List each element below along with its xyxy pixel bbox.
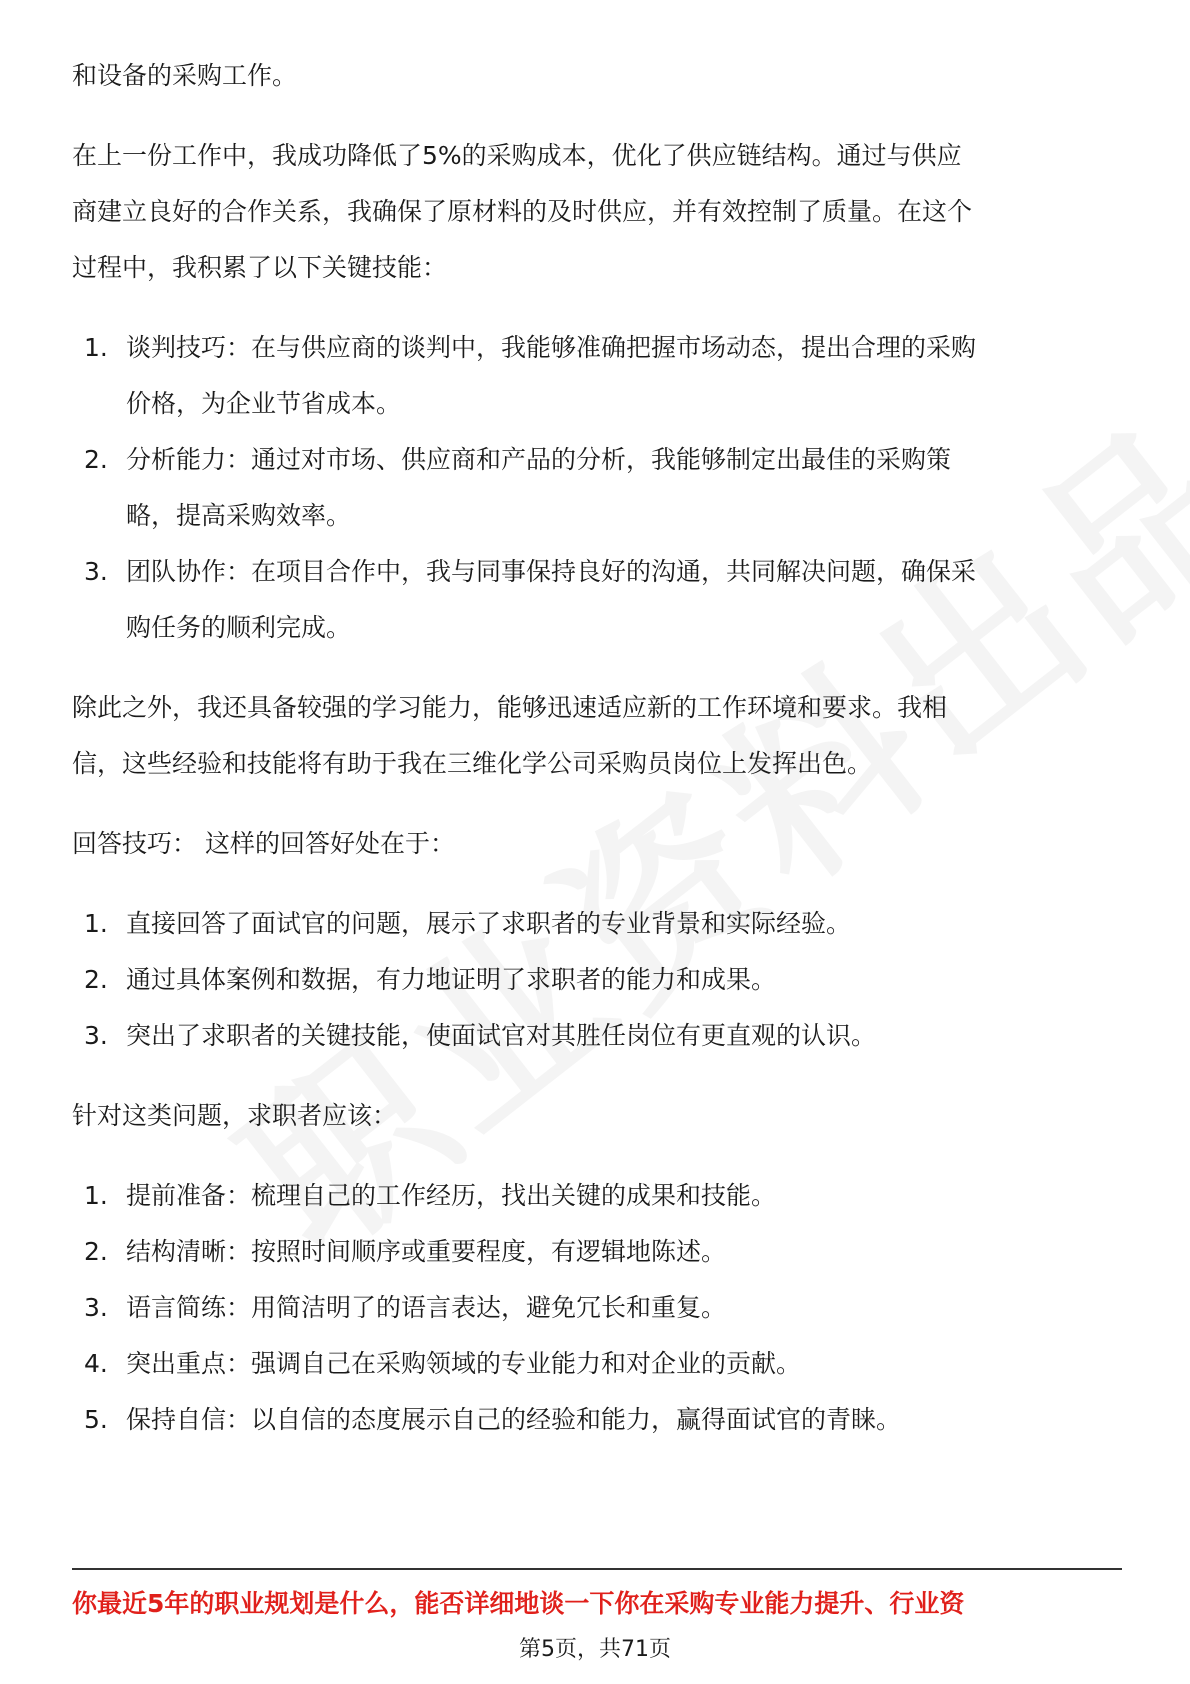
list-item-text: 突出重点：强调自己在采购领域的专业能力和对企业的贡献。: [126, 1349, 802, 1378]
list-item-text: 直接回答了面试官的问题，展示了求职者的专业背景和实际经验。: [126, 909, 852, 938]
paragraph-continuation: 和设备的采购工作。: [72, 61, 298, 90]
list-number: 2.: [84, 965, 108, 994]
list-item: [72, 896, 1122, 952]
list-item-text: 分析能力：通过对市场、供应商和产品的分析，我能够制定出最佳的采购策: [126, 445, 952, 474]
list-number: 4.: [84, 1349, 108, 1378]
paragraph-summary-line-2: 信，这些经验和技能将有助于我在三维化学公司采购员岗位上发挥出色。: [72, 749, 873, 778]
list-item: [72, 1008, 1122, 1064]
page-number: 第5页，共71页: [519, 1637, 671, 1662]
advice-heading: 针对这类问题，求职者应该：: [72, 1101, 398, 1130]
next-question-heading: 你最近5年的职业规划是什么，能否详细地谈一下你在采购专业能力提升、行业资: [72, 1589, 965, 1618]
list-item-text: 略，提高采购效率。: [126, 501, 352, 530]
list-item-text: 团队协作：在项目合作中，我与同事保持良好的沟通，共同解决问题，确保采: [126, 557, 977, 586]
list-item: [72, 1280, 1122, 1336]
list-number: 1.: [84, 333, 108, 362]
list-item: [72, 544, 1122, 656]
list-number: 5.: [84, 1405, 108, 1434]
list-item: [72, 320, 1122, 432]
list-number: 3.: [84, 557, 108, 586]
list-item: [72, 432, 1122, 544]
footer-divider: [72, 1568, 1122, 1570]
list-number: 1.: [84, 1181, 108, 1210]
tips-heading: 回答技巧： 这样的回答好处在于：: [72, 829, 455, 858]
list-item-text: 结构清晰：按照时间顺序或重要程度，有逻辑地陈述。: [126, 1237, 727, 1266]
tips-list: [72, 896, 1122, 1064]
list-item-text: 购任务的顺利完成。: [126, 613, 352, 642]
list-number: 1.: [84, 909, 108, 938]
skills-list: [72, 320, 1122, 656]
list-item-text: 语言简练：用简洁明了的语言表达，避免冗长和重复。: [126, 1293, 727, 1322]
list-item: [72, 1392, 1122, 1448]
list-number: 2.: [84, 1237, 108, 1266]
list-item-text: 提前准备：梳理自己的工作经历，找出关键的成果和技能。: [126, 1181, 777, 1210]
list-number: 2.: [84, 445, 108, 474]
list-item: [72, 952, 1122, 1008]
list-item: [72, 1168, 1122, 1224]
list-item-text: 保持自信：以自信的态度展示自己的经验和能力，赢得面试官的青睐。: [126, 1405, 902, 1434]
list-item-text: 通过具体案例和数据，有力地证明了求职者的能力和成果。: [126, 965, 777, 994]
list-item: [72, 1224, 1122, 1280]
paragraph-summary-line-1: 除此之外，我还具备较强的学习能力，能够迅速适应新的工作环境和要求。我相: [72, 693, 948, 722]
advice-list: [72, 1168, 1122, 1448]
document-body: [72, 48, 1122, 1448]
list-item: [72, 1336, 1122, 1392]
list-number: 3.: [84, 1021, 108, 1050]
paragraph-experience-line-2: 商建立良好的合作关系，我确保了原材料的及时供应，并有效控制了质量。在这个: [72, 197, 973, 226]
paragraph-experience-line-1: 在上一份工作中，我成功降低了5%的采购成本，优化了供应链结构。通过与供应: [72, 141, 962, 170]
list-number: 3.: [84, 1293, 108, 1322]
list-item-text: 价格，为企业节省成本。: [126, 389, 402, 418]
list-item-text: 谈判技巧：在与供应商的谈判中，我能够准确把握市场动态，提出合理的采购: [126, 333, 977, 362]
paragraph-experience-line-3: 过程中，我积累了以下关键技能：: [72, 253, 448, 282]
list-item-text: 突出了求职者的关键技能，使面试官对其胜任岗位有更直观的认识。: [126, 1021, 877, 1050]
